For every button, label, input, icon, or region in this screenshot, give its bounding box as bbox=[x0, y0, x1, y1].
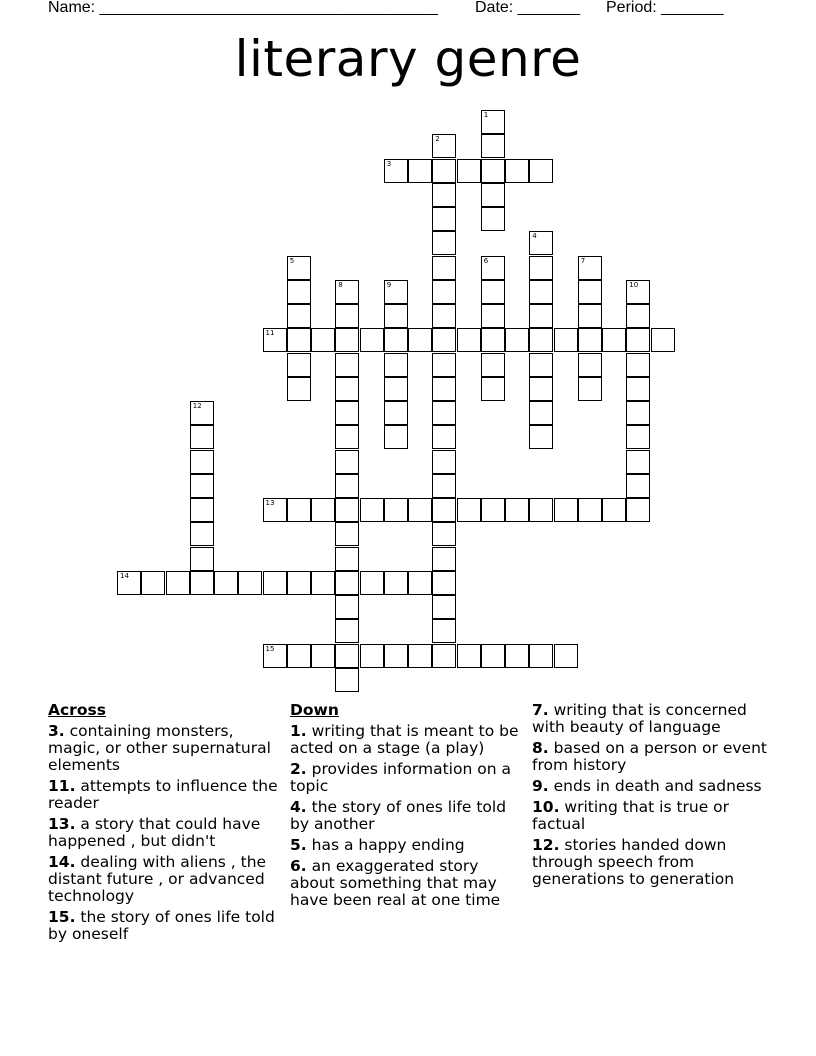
grid-cell[interactable] bbox=[505, 644, 529, 668]
clue-text: writing that is true or factual bbox=[532, 798, 730, 833]
grid-cell[interactable] bbox=[505, 159, 529, 183]
clue-down-9 bbox=[532, 778, 768, 795]
grid-cell[interactable] bbox=[651, 328, 675, 352]
grid-cell[interactable] bbox=[335, 425, 359, 449]
clue-text: dealing with aliens , the distant future , or advanced technology bbox=[48, 853, 267, 905]
grid-cell[interactable] bbox=[384, 280, 408, 304]
clue-text: attempts to influence the reader bbox=[48, 777, 278, 812]
clue-number: 10. bbox=[532, 798, 560, 816]
grid-cell[interactable] bbox=[408, 498, 432, 522]
grid-cell[interactable] bbox=[432, 207, 456, 231]
grid-cell[interactable] bbox=[141, 571, 165, 595]
grid-cell[interactable] bbox=[481, 498, 505, 522]
grid-cell[interactable] bbox=[408, 571, 432, 595]
grid-cell[interactable] bbox=[626, 401, 650, 425]
period-field[interactable]: Period: _______ bbox=[606, 0, 724, 16]
grid-cell[interactable] bbox=[335, 474, 359, 498]
clue-number: 2. bbox=[290, 760, 307, 778]
grid-cell[interactable] bbox=[190, 474, 214, 498]
grid-cell[interactable] bbox=[626, 377, 650, 401]
grid-cell[interactable] bbox=[432, 450, 456, 474]
cell-number: 1 bbox=[483, 111, 489, 119]
grid-cell[interactable] bbox=[214, 571, 238, 595]
grid-cell[interactable] bbox=[481, 328, 505, 352]
clue-text: writing that is meant to be acted on a stage (a play) bbox=[290, 722, 519, 757]
grid-cell[interactable] bbox=[432, 183, 456, 207]
clue-text: stories handed down through speech from generations to generation bbox=[532, 836, 735, 888]
grid-cell[interactable] bbox=[481, 353, 505, 377]
name-field[interactable]: Name: ______________________________________ bbox=[48, 0, 438, 16]
grid-cell[interactable] bbox=[311, 571, 335, 595]
grid-cell[interactable] bbox=[384, 571, 408, 595]
grid-cell[interactable] bbox=[432, 571, 456, 595]
cell-number: 7 bbox=[580, 256, 586, 265]
grid-cell[interactable] bbox=[432, 304, 456, 328]
cell-number: 12 bbox=[192, 402, 202, 410]
page-title: literary genre bbox=[234, 30, 582, 88]
grid-cell[interactable] bbox=[626, 304, 650, 328]
grid-cell[interactable] bbox=[481, 280, 505, 304]
across-heading: Across bbox=[48, 701, 106, 719]
grid-cell[interactable] bbox=[529, 280, 553, 304]
clue-text: an exaggerated story about something that may have been real at one time bbox=[290, 857, 501, 909]
grid-cell[interactable] bbox=[335, 450, 359, 474]
clue-down-1 bbox=[290, 723, 526, 757]
grid-cell[interactable] bbox=[432, 401, 456, 425]
grid-cell[interactable] bbox=[287, 377, 311, 401]
grid-cell[interactable] bbox=[529, 498, 553, 522]
clue-number: 7. bbox=[532, 701, 549, 719]
grid-cell[interactable] bbox=[432, 644, 456, 668]
grid-cell[interactable] bbox=[311, 644, 335, 668]
grid-cell[interactable] bbox=[287, 304, 311, 328]
grid-cell[interactable] bbox=[287, 280, 311, 304]
grid-cell[interactable] bbox=[432, 547, 456, 571]
grid-cell[interactable] bbox=[529, 644, 553, 668]
clue-text: provides information on a topic bbox=[290, 760, 511, 795]
grid-cell[interactable] bbox=[335, 377, 359, 401]
grid-cell[interactable] bbox=[360, 644, 384, 668]
clue-number: 14. bbox=[48, 853, 76, 871]
grid-cell[interactable] bbox=[432, 231, 456, 255]
cell-number: 4 bbox=[532, 232, 537, 241]
grid-cell[interactable] bbox=[602, 498, 626, 522]
grid-cell[interactable] bbox=[626, 425, 650, 449]
grid-cell[interactable] bbox=[626, 280, 650, 304]
grid-cell[interactable] bbox=[335, 328, 359, 352]
grid-cell[interactable] bbox=[505, 498, 529, 522]
grid-cell[interactable] bbox=[408, 328, 432, 352]
grid-cell[interactable] bbox=[190, 522, 214, 546]
grid-cell[interactable] bbox=[432, 522, 456, 546]
grid-cell[interactable] bbox=[384, 304, 408, 328]
down-heading: Down bbox=[290, 701, 339, 719]
grid-cell[interactable] bbox=[384, 401, 408, 425]
grid-cell[interactable] bbox=[578, 353, 602, 377]
grid-cell[interactable] bbox=[457, 644, 481, 668]
clue-down-4 bbox=[290, 799, 526, 833]
grid-cell[interactable] bbox=[578, 256, 602, 280]
cell-number: 11 bbox=[265, 329, 275, 338]
clue-text: based on a person or event from history bbox=[532, 739, 767, 774]
clue-number: 3. bbox=[48, 722, 65, 740]
clue-number: 6. bbox=[290, 857, 307, 875]
cell-number: 14 bbox=[120, 571, 129, 580]
clue-across-13 bbox=[48, 816, 284, 850]
grid-cell[interactable] bbox=[481, 110, 505, 134]
grid-cell[interactable] bbox=[481, 183, 505, 207]
clue-text: the story of ones life told by another bbox=[290, 798, 507, 833]
grid-cell[interactable] bbox=[384, 498, 408, 522]
grid-cell[interactable] bbox=[335, 522, 359, 546]
clue-number: 9. bbox=[532, 777, 549, 795]
grid-cell[interactable] bbox=[287, 498, 311, 522]
clue-number: 15. bbox=[48, 908, 76, 926]
grid-cell[interactable] bbox=[117, 571, 141, 595]
grid-cell[interactable] bbox=[481, 134, 505, 158]
grid-cell[interactable] bbox=[335, 595, 359, 619]
grid-cell[interactable] bbox=[626, 498, 650, 522]
clue-text: containing monsters, magic, or other supernatural elements bbox=[48, 722, 271, 774]
grid-cell[interactable] bbox=[190, 425, 214, 449]
cell-number: 3 bbox=[386, 159, 392, 168]
clue-text: the story of ones life told by oneself bbox=[48, 908, 275, 943]
clue-number: 11. bbox=[48, 777, 76, 795]
grid-cell[interactable] bbox=[432, 595, 456, 619]
grid-cell[interactable] bbox=[311, 328, 335, 352]
grid-cell[interactable] bbox=[457, 498, 481, 522]
across-clues bbox=[48, 702, 284, 947]
grid-cell[interactable] bbox=[287, 571, 311, 595]
grid-cell[interactable] bbox=[335, 304, 359, 328]
grid-cell[interactable] bbox=[287, 328, 311, 352]
grid-cell[interactable] bbox=[190, 498, 214, 522]
clue-down-8 bbox=[532, 740, 768, 774]
grid-cell[interactable] bbox=[384, 159, 408, 183]
grid-cell[interactable] bbox=[481, 256, 505, 280]
cell-number: 9 bbox=[386, 280, 392, 289]
grid-cell[interactable] bbox=[384, 425, 408, 449]
grid-cell[interactable] bbox=[481, 377, 505, 401]
grid-cell[interactable] bbox=[335, 547, 359, 571]
grid-cell[interactable] bbox=[578, 498, 602, 522]
grid-cell[interactable] bbox=[578, 328, 602, 352]
grid-cell[interactable] bbox=[432, 425, 456, 449]
clue-down-10 bbox=[532, 799, 768, 833]
grid-cell[interactable] bbox=[190, 571, 214, 595]
grid-cell[interactable] bbox=[384, 353, 408, 377]
clue-text: a story that could have happened , but didn't bbox=[48, 815, 261, 850]
grid-cell[interactable] bbox=[432, 159, 456, 183]
grid-cell[interactable] bbox=[190, 450, 214, 474]
cell-number: 10 bbox=[629, 280, 639, 289]
grid-cell[interactable] bbox=[626, 353, 650, 377]
cell-number: 6 bbox=[483, 256, 489, 265]
grid-cell[interactable] bbox=[432, 498, 456, 522]
grid-cell[interactable] bbox=[335, 498, 359, 522]
grid-cell[interactable] bbox=[432, 328, 456, 352]
grid-cell[interactable] bbox=[578, 280, 602, 304]
date-field[interactable]: Date: _______ bbox=[475, 0, 580, 16]
cell-number: 5 bbox=[289, 256, 295, 265]
grid-cell[interactable] bbox=[238, 571, 262, 595]
clue-down-5 bbox=[290, 837, 526, 854]
grid-cell[interactable] bbox=[432, 280, 456, 304]
grid-cell[interactable] bbox=[311, 498, 335, 522]
grid-cell[interactable] bbox=[263, 644, 287, 668]
grid-cell[interactable] bbox=[263, 571, 287, 595]
clue-text: ends in death and sadness bbox=[553, 777, 762, 795]
grid-cell[interactable] bbox=[408, 159, 432, 183]
grid-cell[interactable] bbox=[481, 644, 505, 668]
clue-across-15 bbox=[48, 909, 284, 943]
clue-across-14 bbox=[48, 854, 284, 905]
grid-cell[interactable] bbox=[432, 134, 456, 158]
clue-number: 4. bbox=[290, 798, 307, 816]
cell-number: 13 bbox=[265, 499, 275, 507]
grid-cell[interactable] bbox=[335, 401, 359, 425]
grid-cell[interactable] bbox=[360, 328, 384, 352]
grid-cell[interactable] bbox=[529, 425, 553, 449]
grid-cell[interactable] bbox=[602, 328, 626, 352]
grid-cell[interactable] bbox=[360, 571, 384, 595]
grid-cell[interactable] bbox=[432, 474, 456, 498]
grid-cell[interactable] bbox=[481, 159, 505, 183]
clue-down-12 bbox=[532, 837, 768, 888]
grid-cell[interactable] bbox=[287, 256, 311, 280]
grid-cell[interactable] bbox=[554, 644, 578, 668]
grid-cell[interactable] bbox=[335, 619, 359, 643]
grid-cell[interactable] bbox=[432, 377, 456, 401]
grid-cell[interactable] bbox=[335, 644, 359, 668]
grid-cell[interactable] bbox=[263, 328, 287, 352]
grid-cell[interactable] bbox=[287, 353, 311, 377]
grid-cell[interactable] bbox=[626, 474, 650, 498]
grid-cell[interactable] bbox=[166, 571, 190, 595]
grid-cell[interactable] bbox=[481, 207, 505, 231]
grid-cell[interactable] bbox=[432, 619, 456, 643]
grid-cell[interactable] bbox=[263, 498, 287, 522]
grid-cell[interactable] bbox=[335, 571, 359, 595]
grid-cell[interactable] bbox=[384, 328, 408, 352]
clue-number: 1. bbox=[290, 722, 307, 740]
cell-number: 8 bbox=[338, 280, 343, 289]
down-clues bbox=[290, 702, 526, 913]
clue-down-2 bbox=[290, 761, 526, 795]
grid-cell[interactable] bbox=[287, 644, 311, 668]
grid-cell[interactable] bbox=[529, 304, 553, 328]
grid-cell[interactable] bbox=[578, 377, 602, 401]
clue-text: writing that is concerned with beauty of language bbox=[532, 701, 747, 736]
grid-cell[interactable] bbox=[384, 644, 408, 668]
cell-number: 2 bbox=[435, 135, 440, 144]
down-clues-continued bbox=[532, 702, 768, 892]
grid-cell[interactable] bbox=[360, 498, 384, 522]
grid-cell[interactable] bbox=[335, 280, 359, 304]
grid-cell[interactable] bbox=[529, 256, 553, 280]
grid-cell[interactable] bbox=[529, 159, 553, 183]
clue-text: has a happy ending bbox=[311, 836, 465, 854]
grid-cell[interactable] bbox=[626, 450, 650, 474]
grid-cell[interactable] bbox=[529, 377, 553, 401]
grid-cell[interactable] bbox=[529, 328, 553, 352]
clue-across-3 bbox=[48, 723, 284, 774]
grid-cell[interactable] bbox=[529, 353, 553, 377]
grid-cell[interactable] bbox=[554, 328, 578, 352]
grid-cell[interactable] bbox=[408, 644, 432, 668]
grid-cell[interactable] bbox=[529, 401, 553, 425]
grid-cell[interactable] bbox=[626, 328, 650, 352]
grid-cell[interactable] bbox=[529, 231, 553, 255]
grid-cell[interactable] bbox=[335, 668, 359, 692]
clue-number: 5. bbox=[290, 836, 307, 854]
grid-cell[interactable] bbox=[505, 328, 529, 352]
clue-number: 12. bbox=[532, 836, 560, 854]
grid-cell[interactable] bbox=[457, 159, 481, 183]
grid-cell[interactable] bbox=[190, 401, 214, 425]
grid-cell[interactable] bbox=[578, 304, 602, 328]
clue-number: 13. bbox=[48, 815, 76, 833]
grid-cell[interactable] bbox=[481, 304, 505, 328]
clue-number: 8. bbox=[532, 739, 549, 757]
grid-cell[interactable] bbox=[432, 256, 456, 280]
grid-cell[interactable] bbox=[457, 328, 481, 352]
grid-cell[interactable] bbox=[190, 547, 214, 571]
clue-down-6 bbox=[290, 858, 526, 909]
clue-down-7 bbox=[532, 702, 768, 736]
cell-number: 15 bbox=[265, 644, 275, 653]
grid-cell[interactable] bbox=[384, 377, 408, 401]
grid-cell[interactable] bbox=[554, 498, 578, 522]
grid-cell[interactable] bbox=[432, 353, 456, 377]
grid-cell[interactable] bbox=[335, 353, 359, 377]
clue-across-11 bbox=[48, 778, 284, 812]
